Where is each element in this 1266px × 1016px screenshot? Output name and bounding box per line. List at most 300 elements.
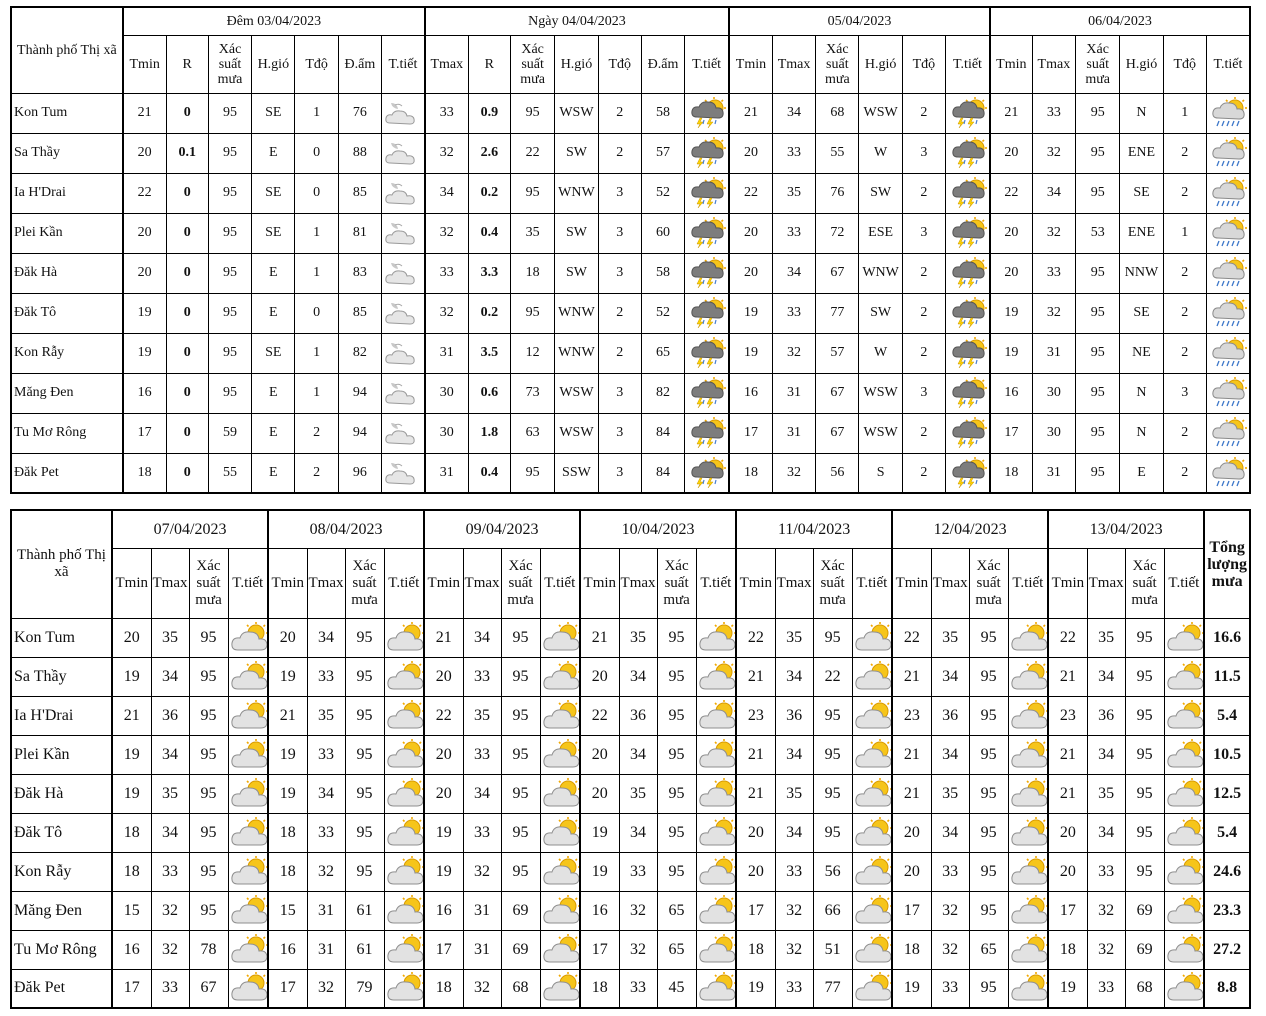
column-header: T.tiết <box>382 35 425 93</box>
cell-value: 18 <box>990 453 1032 493</box>
sun-behind-cloud-icon <box>385 661 425 693</box>
cell-value: 20 <box>990 253 1032 293</box>
column-header: Tđộ <box>902 35 945 93</box>
cell-value: 33 <box>425 253 468 293</box>
city-name: Đăk Pet <box>11 969 112 1008</box>
cell-value: 34 <box>463 618 501 657</box>
sun-behind-cloud-icon <box>853 778 893 810</box>
cell-value: 21 <box>729 93 772 133</box>
cell-value: 17 <box>892 891 931 930</box>
sun-behind-cloud-icon <box>385 856 425 888</box>
cell-value: 30 <box>425 413 468 453</box>
cell-value: 19 <box>580 813 619 852</box>
cell-value: 2 <box>902 173 945 213</box>
cell-value: 2 <box>1163 293 1206 333</box>
cell-value: 18 <box>729 453 772 493</box>
cell-value: 95 <box>657 774 696 813</box>
sun-behind-cloud-icon <box>1009 972 1049 1004</box>
weather-cell <box>1206 333 1250 373</box>
sun-behind-cloud-icon <box>541 622 581 654</box>
cell-value: 1 <box>1163 93 1206 133</box>
cell-value: 21 <box>736 774 775 813</box>
cell-value: 95 <box>969 735 1008 774</box>
cell-value: 18 <box>736 930 775 969</box>
cell-value: 16 <box>990 373 1032 413</box>
cell-value: 0 <box>166 373 208 413</box>
column-header: Tđộ <box>598 35 641 93</box>
cell-value: 35 <box>1087 618 1125 657</box>
weather-cell <box>540 930 580 969</box>
cell-value: 18 <box>112 852 151 891</box>
column-header: T.tiết <box>540 548 580 618</box>
cell-value: 22 <box>510 133 554 173</box>
cloud-moon-icon <box>383 137 423 169</box>
cell-value: 36 <box>151 696 189 735</box>
cell-value: 33 <box>772 293 815 333</box>
cell-value: 95 <box>345 696 384 735</box>
city-name: Kon Tum <box>11 618 112 657</box>
cell-value: 32 <box>307 852 345 891</box>
cell-value: 19 <box>424 813 463 852</box>
cell-value: 35 <box>463 696 501 735</box>
column-header: H.gió <box>1120 35 1163 93</box>
cell-value: 34 <box>619 735 657 774</box>
cell-value: 95 <box>501 735 540 774</box>
weather-cell <box>1206 453 1250 493</box>
cell-value: 20 <box>729 213 772 253</box>
column-header: Tđộ <box>295 35 338 93</box>
cell-value: 19 <box>123 293 166 333</box>
cell-value: 95 <box>345 735 384 774</box>
weather-cell <box>685 333 729 373</box>
cell-value: 34 <box>931 657 969 696</box>
cell-value: 32 <box>931 930 969 969</box>
sun-behind-cloud-icon <box>229 817 269 849</box>
weather-cell <box>228 657 268 696</box>
column-header: Xác suất mưa <box>501 548 540 618</box>
weather-cell <box>1008 813 1048 852</box>
cell-value: 33 <box>307 735 345 774</box>
cell-value: 95 <box>208 293 251 333</box>
cell-value: 21 <box>892 774 931 813</box>
date-header: 13/04/2023 <box>1048 510 1204 548</box>
cell-value: S <box>859 453 902 493</box>
weather-cell <box>228 774 268 813</box>
date-header: 05/04/2023 <box>729 7 990 35</box>
cloud-moon-icon <box>383 457 423 489</box>
weather-cell <box>1164 618 1204 657</box>
cell-value: 20 <box>424 774 463 813</box>
column-header: Tmin <box>123 35 166 93</box>
cell-value: 95 <box>501 852 540 891</box>
cell-value: 95 <box>969 657 1008 696</box>
cell-value: 95 <box>510 173 554 213</box>
sun-behind-cloud-icon <box>1165 622 1205 654</box>
column-header: H.gió <box>252 35 295 93</box>
sun-cloud-rain-icon <box>1208 417 1248 449</box>
cell-value: 32 <box>307 969 345 1008</box>
sun-behind-cloud-icon <box>1165 934 1205 966</box>
thunderstorm-icon <box>687 217 727 249</box>
cell-value: 72 <box>816 213 859 253</box>
weather-cell <box>382 213 425 253</box>
weather-cell <box>1206 293 1250 333</box>
cell-value: 33 <box>307 813 345 852</box>
cell-value: 19 <box>112 735 151 774</box>
cell-value: N <box>1120 93 1163 133</box>
cell-value: 18 <box>424 969 463 1008</box>
cell-value: E <box>252 253 295 293</box>
column-header: R <box>468 35 510 93</box>
cell-value: 19 <box>729 293 772 333</box>
cell-value: 34 <box>772 253 815 293</box>
weather-cell <box>685 173 729 213</box>
table-row <box>11 852 1250 891</box>
cell-value: 33 <box>463 657 501 696</box>
cell-value: W <box>859 133 902 173</box>
weather-cell <box>1206 373 1250 413</box>
weather-cell <box>696 618 736 657</box>
cell-value: 84 <box>641 413 684 453</box>
cell-value: 23 <box>736 696 775 735</box>
thunderstorm-icon <box>948 457 988 489</box>
sun-behind-cloud-icon <box>697 972 737 1004</box>
weather-cell <box>696 969 736 1008</box>
city-name: Đăk Tô <box>11 293 123 333</box>
table-row <box>11 735 1250 774</box>
column-header: T.tiết <box>1206 35 1250 93</box>
table-row <box>11 453 1250 493</box>
cell-value: 2 <box>1163 453 1206 493</box>
total-rain-value: 10.5 <box>1204 735 1250 774</box>
sun-cloud-rain-icon <box>1208 97 1248 129</box>
thunderstorm-icon <box>948 97 988 129</box>
column-header: Xác suất mưa <box>816 35 859 93</box>
cell-value: 95 <box>345 774 384 813</box>
sun-behind-cloud-icon <box>229 622 269 654</box>
cell-value: 33 <box>425 93 468 133</box>
cell-value: ENE <box>1120 213 1163 253</box>
cell-value: 19 <box>268 657 307 696</box>
total-rain-value: 5.4 <box>1204 696 1250 735</box>
weather-cell <box>946 293 990 333</box>
cell-value: 35 <box>931 774 969 813</box>
cell-value: 22 <box>736 618 775 657</box>
cell-value: 95 <box>1076 173 1120 213</box>
sun-behind-cloud-icon <box>385 972 425 1004</box>
cell-value: E <box>252 453 295 493</box>
cell-value: 95 <box>208 133 251 173</box>
cell-value: 67 <box>189 969 228 1008</box>
cell-value: 95 <box>501 618 540 657</box>
column-header: H.gió <box>555 35 598 93</box>
cell-value: 32 <box>1087 930 1125 969</box>
column-header: Tmax <box>463 548 501 618</box>
table-row <box>11 891 1250 930</box>
column-header: Xác suất mưa <box>189 548 228 618</box>
sun-behind-cloud-icon <box>229 856 269 888</box>
weather-cell <box>540 735 580 774</box>
sun-behind-cloud-icon <box>385 739 425 771</box>
cell-value: 32 <box>151 891 189 930</box>
weather-cell <box>685 213 729 253</box>
column-header: Xác suất mưa <box>969 548 1008 618</box>
cell-value: 18 <box>123 453 166 493</box>
city-name: Kon Rẫy <box>11 333 123 373</box>
sun-cloud-rain-icon <box>1208 337 1248 369</box>
cell-value: 34 <box>619 657 657 696</box>
cell-value: 95 <box>189 657 228 696</box>
weather-cell <box>1008 969 1048 1008</box>
total-rain-value: 16.6 <box>1204 618 1250 657</box>
cell-value: 0.6 <box>468 373 510 413</box>
sun-behind-cloud-icon <box>229 739 269 771</box>
cell-value: 33 <box>1032 253 1075 293</box>
cell-value: WNW <box>555 173 598 213</box>
cloud-moon-icon <box>383 97 423 129</box>
cell-value: 21 <box>892 735 931 774</box>
cell-value: SE <box>252 333 295 373</box>
cell-value: WSW <box>555 93 598 133</box>
date-header: 11/04/2023 <box>736 510 892 548</box>
cell-value: 66 <box>813 891 852 930</box>
sun-behind-cloud-icon <box>853 817 893 849</box>
cell-value: 18 <box>510 253 554 293</box>
cell-value: 32 <box>151 930 189 969</box>
cell-value: WSW <box>555 373 598 413</box>
cell-value: 21 <box>1048 735 1087 774</box>
cell-value: 95 <box>813 813 852 852</box>
cell-value: 81 <box>338 213 381 253</box>
cell-value: 94 <box>338 373 381 413</box>
cell-value: 2 <box>598 293 641 333</box>
thunderstorm-icon <box>687 417 727 449</box>
sun-behind-cloud-icon <box>229 778 269 810</box>
sun-behind-cloud-icon <box>1165 700 1205 732</box>
cell-value: SE <box>252 173 295 213</box>
thunderstorm-icon <box>948 417 988 449</box>
cell-value: E <box>252 133 295 173</box>
cell-value: 2 <box>902 293 945 333</box>
cell-value: 33 <box>463 813 501 852</box>
cell-value: 95 <box>1125 774 1164 813</box>
cell-value: 21 <box>268 696 307 735</box>
thunderstorm-icon <box>687 257 727 289</box>
cell-value: 84 <box>641 453 684 493</box>
weather-cell <box>384 657 424 696</box>
city-name: Sa Thầy <box>11 657 112 696</box>
cell-value: 16 <box>112 930 151 969</box>
cell-value: 95 <box>189 852 228 891</box>
cell-value: 95 <box>208 173 251 213</box>
column-header: Tmin <box>424 548 463 618</box>
cell-value: 18 <box>580 969 619 1008</box>
cell-value: 18 <box>112 813 151 852</box>
cell-value: 3 <box>598 253 641 293</box>
total-rain-value: 27.2 <box>1204 930 1250 969</box>
sun-behind-cloud-icon <box>1165 856 1205 888</box>
weather-cell <box>696 891 736 930</box>
column-header: T.tiết <box>1008 548 1048 618</box>
sun-behind-cloud-icon <box>853 622 893 654</box>
city-name: Tu Mơ Rông <box>11 930 112 969</box>
cell-value: 1 <box>295 253 338 293</box>
cell-value: 95 <box>813 774 852 813</box>
cell-value: 20 <box>580 657 619 696</box>
column-header: T.tiết <box>946 35 990 93</box>
cell-value: N <box>1120 373 1163 413</box>
cell-value: NNW <box>1120 253 1163 293</box>
weather-cell <box>696 774 736 813</box>
cell-value: 22 <box>424 696 463 735</box>
weather-cell <box>540 696 580 735</box>
cell-value: 20 <box>123 253 166 293</box>
cell-value: 0 <box>166 213 208 253</box>
cell-value: 19 <box>580 852 619 891</box>
cell-value: 0.1 <box>166 133 208 173</box>
cell-value: 31 <box>307 891 345 930</box>
cell-value: 21 <box>112 696 151 735</box>
cell-value: 30 <box>425 373 468 413</box>
column-header: Tmax <box>307 548 345 618</box>
sun-behind-cloud-icon <box>1009 895 1049 927</box>
date-header: Đêm 03/04/2023 <box>123 7 425 35</box>
cell-value: 21 <box>736 657 775 696</box>
weather-cell <box>382 333 425 373</box>
column-header: Tmin <box>1048 548 1087 618</box>
sun-behind-cloud-icon <box>1165 895 1205 927</box>
cell-value: SE <box>252 213 295 253</box>
cell-value: 36 <box>619 696 657 735</box>
cell-value: 35 <box>1087 774 1125 813</box>
cell-value: 22 <box>990 173 1032 213</box>
cell-value: 20 <box>112 618 151 657</box>
cell-value: 18 <box>268 813 307 852</box>
city-name: Kon Tum <box>11 93 123 133</box>
cell-value: 0.4 <box>468 453 510 493</box>
cell-value: NE <box>1120 333 1163 373</box>
cell-value: 51 <box>813 930 852 969</box>
thunderstorm-icon <box>948 257 988 289</box>
table-row <box>11 93 1250 133</box>
cell-value: 20 <box>1048 852 1087 891</box>
sun-behind-cloud-icon <box>229 661 269 693</box>
cell-value: 19 <box>1048 969 1087 1008</box>
weather-cell <box>228 618 268 657</box>
cell-value: 0.4 <box>468 213 510 253</box>
weather-cell <box>1164 930 1204 969</box>
weather-cell <box>228 696 268 735</box>
cell-value: 32 <box>425 213 468 253</box>
column-header: Xác suất mưa <box>510 35 554 93</box>
column-header: T.tiết <box>384 548 424 618</box>
column-header: T.tiết <box>685 35 729 93</box>
cell-value: 88 <box>338 133 381 173</box>
cell-value: 0 <box>166 453 208 493</box>
table-row <box>11 774 1250 813</box>
cell-value: 95 <box>189 891 228 930</box>
weather-cell <box>852 657 892 696</box>
cell-value: 67 <box>816 253 859 293</box>
cell-value: 0 <box>166 173 208 213</box>
cell-value: 18 <box>268 852 307 891</box>
cell-value: 34 <box>775 813 813 852</box>
weather-cell <box>384 618 424 657</box>
cell-value: 31 <box>772 413 815 453</box>
cell-value: 77 <box>813 969 852 1008</box>
sun-behind-cloud-icon <box>541 700 581 732</box>
cell-value: 95 <box>1076 413 1120 453</box>
cell-value: 33 <box>1032 93 1075 133</box>
cell-value: 34 <box>1087 813 1125 852</box>
cell-value: 31 <box>425 453 468 493</box>
sun-behind-cloud-icon <box>1009 856 1049 888</box>
cell-value: 22 <box>813 657 852 696</box>
table-row <box>11 373 1250 413</box>
cell-value: 95 <box>969 891 1008 930</box>
cell-value: 3.5 <box>468 333 510 373</box>
column-header: Tmin <box>112 548 151 618</box>
cell-value: 1 <box>295 373 338 413</box>
cell-value: 82 <box>641 373 684 413</box>
forecast-table-days-1-4 <box>10 6 1251 494</box>
date-header: 10/04/2023 <box>580 510 736 548</box>
cell-value: 95 <box>1076 253 1120 293</box>
sun-behind-cloud-icon <box>229 895 269 927</box>
sun-behind-cloud-icon <box>697 700 737 732</box>
weather-cell <box>384 696 424 735</box>
cell-value: 34 <box>425 173 468 213</box>
cell-value: 95 <box>969 852 1008 891</box>
cell-value: 21 <box>892 657 931 696</box>
sun-behind-cloud-icon <box>697 817 737 849</box>
cell-value: 35 <box>307 696 345 735</box>
cell-value: SW <box>555 213 598 253</box>
column-header: Tmin <box>580 548 619 618</box>
cell-value: 95 <box>657 735 696 774</box>
weather-cell <box>946 413 990 453</box>
weather-cell <box>1008 891 1048 930</box>
sun-behind-cloud-icon <box>541 972 581 1004</box>
cell-value: 34 <box>307 774 345 813</box>
cell-value: 0 <box>166 413 208 453</box>
cell-value: 65 <box>657 891 696 930</box>
cell-value: 0.9 <box>468 93 510 133</box>
cell-value: 95 <box>1125 657 1164 696</box>
sun-behind-cloud-icon <box>541 856 581 888</box>
cell-value: 33 <box>775 852 813 891</box>
cell-value: 95 <box>345 657 384 696</box>
thunderstorm-icon <box>687 377 727 409</box>
date-header: 07/04/2023 <box>112 510 268 548</box>
cell-value: 95 <box>1125 852 1164 891</box>
weather-cell <box>852 852 892 891</box>
cell-value: 57 <box>816 333 859 373</box>
column-header: H.gió <box>859 35 902 93</box>
cell-value: 3 <box>598 373 641 413</box>
city-name: Đăk Tô <box>11 813 112 852</box>
weather-cell <box>696 657 736 696</box>
cell-value: 3 <box>902 373 945 413</box>
weather-cell <box>1164 657 1204 696</box>
cell-value: 19 <box>268 735 307 774</box>
total-rain-value: 24.6 <box>1204 852 1250 891</box>
column-header: Tmin <box>268 548 307 618</box>
sun-behind-cloud-icon <box>385 622 425 654</box>
cell-value: 53 <box>1076 213 1120 253</box>
weather-cell <box>1164 735 1204 774</box>
weather-cell <box>540 813 580 852</box>
